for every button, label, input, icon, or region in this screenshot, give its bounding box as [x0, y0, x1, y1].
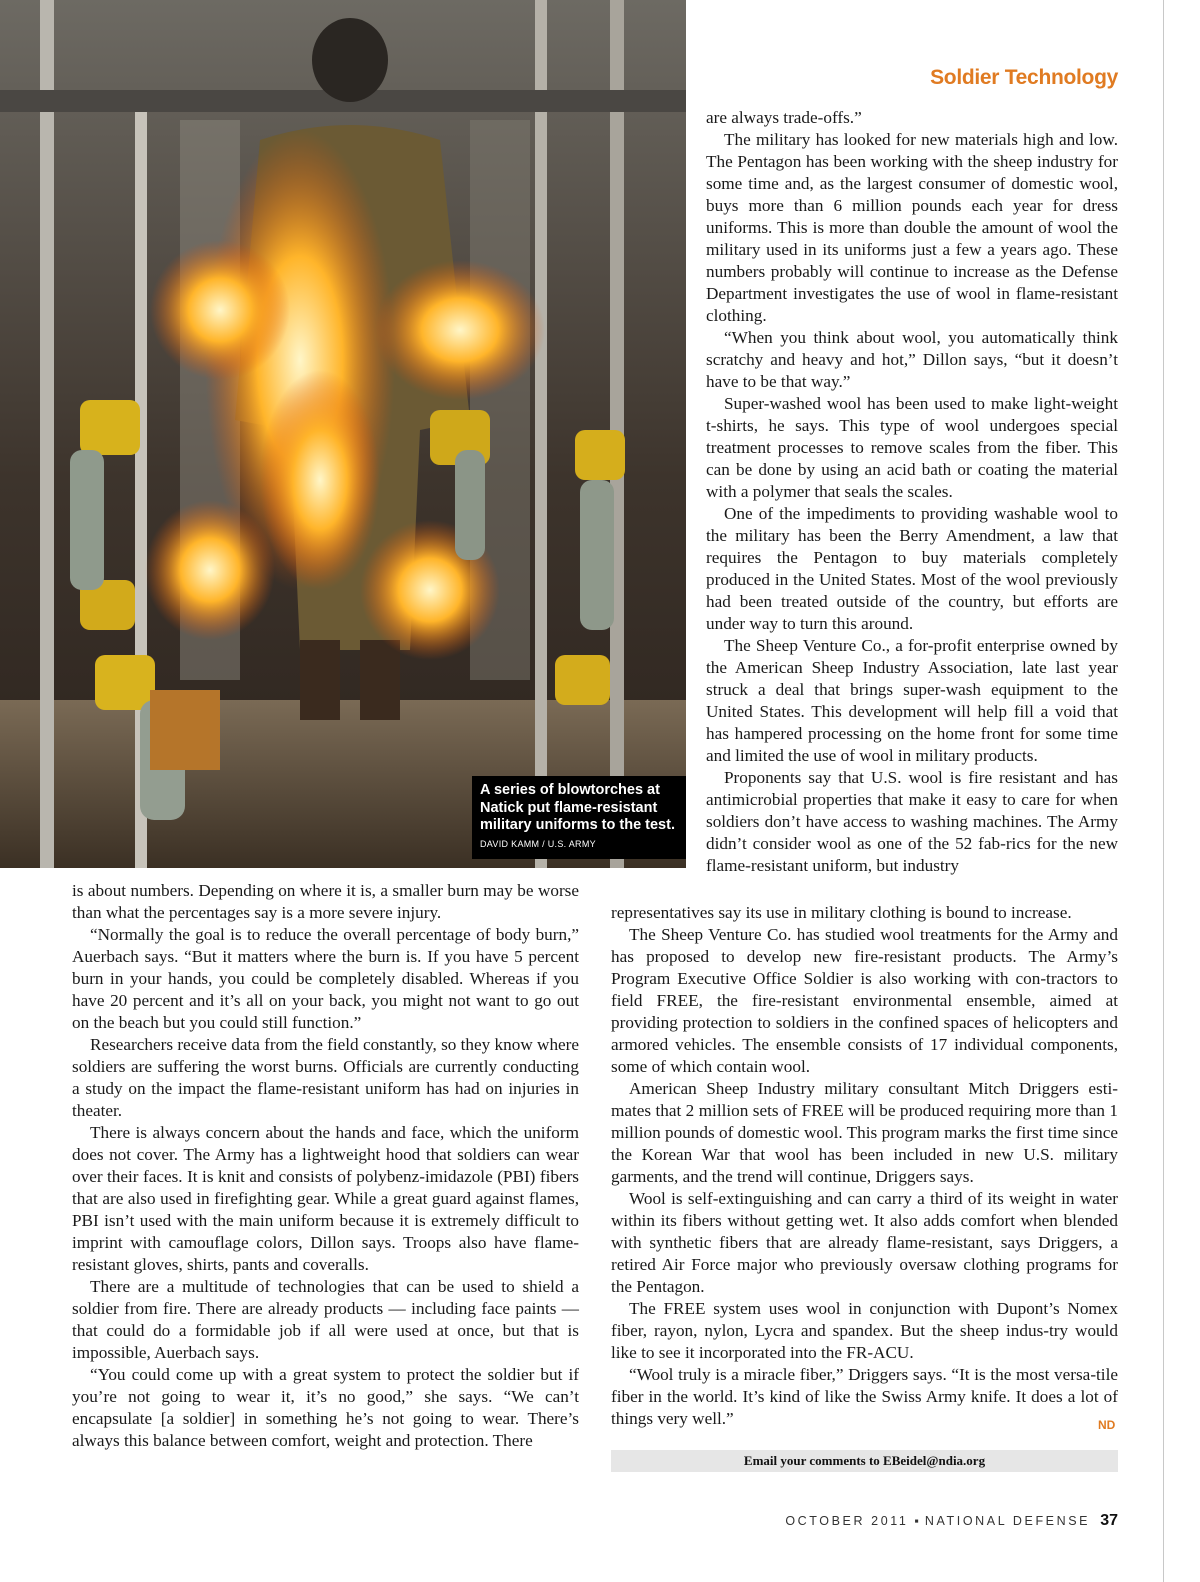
paragraph: Super-washed wool has been used to make light-weight t-shirts, he says. This type of wool undergoes special treatment processes to remove scales from the fiber. This can be done by using an acid bath or coating the material with a polymer that seals the scales. [706, 394, 1118, 501]
paragraph: The Sheep Venture Co., a for-profit enterprise owned by the American Sheep Industry Association, late last year struck a deal that brings super-wash equipment to the United States. This development will help fill a void that has hampered processing on the home front for some time and limited the use of wool in military products. [706, 636, 1118, 765]
paragraph: “When you think about wool, you automatically think scratchy and heavy and hot,” Dillon says, “but it doesn’t have to be that way.” [706, 328, 1118, 391]
page-footer [785, 1512, 1118, 1530]
photo-credit: DAVID KAMM / U.S. ARMY [480, 838, 596, 849]
section-title: Soldier Technology [930, 66, 1118, 89]
footer-separator: ▪ [914, 1514, 919, 1528]
paragraph: The military has looked for new materials high and low. The Pentagon has been working with the sheep industry for some time and, as the largest consumer of domestic wool, buys more than 6 million pounds each year for dress uniforms. This is more than double the amount of wool the military used in its uniforms just a few a years ago. These numbers probably will continue to increase as the Defense Department investigates the use of wool in flame-resistant clothing. [706, 130, 1118, 325]
email-comments-bar: Email your comments to EBeidel@ndia.org [611, 1450, 1118, 1472]
end-mark: ND [1098, 1418, 1116, 1432]
paragraph: is about numbers. Depending on where it is, a smaller burn may be worse than what the percentages say is a more severe injury. [72, 881, 579, 922]
photo-caption [472, 776, 686, 859]
paragraph: One of the impediments to providing washable wool to the military has been the Berry Amendment, a law that requires the Pentagon to buy materials completely produced in the United States. Most of the wool previously had been treated outside of the country, but efforts are under way to turn this around. [706, 504, 1118, 633]
paragraph: Researchers receive data from the field constantly, so they know where soldiers are suffering the worst burns. Officials are currently conducting a study on the impact the flame-resistant uniform has had on injuries in theater. [72, 1035, 580, 1120]
paragraph: “Normally the goal is to reduce the overall percentage of body burn,” Auerbach says. “But it matters where the burn is. If you have 5 percent burn in your hands, you could be completely disabled. Whereas if you have 20 percent and it’s all on your back, you might not want to go out on the beach but you could still function.” [72, 925, 579, 1032]
paragraph: “You could come up with a great system to protect the soldier but if you’re not going to wear it, it’s no good,” she says. “We can’t encapsulate [a soldier] in something he’s not going to wear. There’s always this balance between comfort, weight and protection. There [72, 1365, 579, 1450]
paragraph: “Wool truly is a miracle fiber,” Driggers says. “It is the most versa-tile fiber in the world. It’s kind of like the Swiss Army knife. It does a lot of things very well.” [611, 1365, 1118, 1428]
footer-publication: NATIONAL DEFENSE [924, 1514, 1091, 1528]
flame-test-photo-icon [0, 0, 686, 868]
paragraph: American Sheep Industry military consultant Mitch Driggers esti-mates that 2 million sets of FREE will be produced requiring more than 1 million pounds of domestic wool. This program marks the first time since the Korean War that wool has been included in new U.S. military garments, and the trend will continue, Driggers says. [611, 1079, 1118, 1186]
paragraph: There is always concern about the hands and face, which the uniform does not cover. The Army has a lightweight hood that soldiers can wear over their faces. It is knit and consists of polybenz-imidazole (PBI) fibers that are also used in firefighting gear. While a great guard against flames, PBI isn’t used with the main uniform because it is extremely difficult to imprint with camouflage colors, Dillon says. Troops also have flame-resistant gloves, shirts, pants and coveralls. [72, 1123, 579, 1274]
paragraph: The Sheep Venture Co. has studied wool treatments for the Army and has proposed to develop new fire-resistant products. The Army’s Program Executive Office Soldier is also working with con-tractors to field FREE, the fire-resistant environmental ensemble, aimed at providing protection to soldiers in the confined spaces of helicopters and armored vehicles. The ensemble consists of 17 individual components, some of which contain wool. [611, 925, 1118, 1076]
photo-caption-text: A series of blowtorches at Natick put flame-resistant military uniforms to the test. [480, 782, 675, 833]
left-column [72, 880, 579, 1452]
page-edge-rule [1163, 0, 1164, 1582]
footer-date: OCTOBER 2011 [785, 1514, 909, 1528]
paragraph: representatives say its use in military clothing is bound to increase. [611, 903, 1072, 922]
paragraph: There are a multitude of technologies that can be used to shield a soldier from fire. There are already products — including face paints — that could do a formidable job if all were used at once, but that is impossible, Auerbach says. [72, 1277, 579, 1362]
paragraph: The FREE system uses wool in conjunction with Dupont’s Nomex fiber, rayon, nylon, Lycra and spandex. But the sheep indus-try would like to see it incorporated into the FR-ACU. [611, 1299, 1118, 1362]
paragraph: Wool is self-extinguishing and can carry a third of its weight in water within its fibers without getting wet. It also adds comfort when blended with synthetic fibers that are already flame-resistant, says Driggers, a retired Air Force major who previously oversaw clothing programs for the Pentagon. [611, 1189, 1118, 1296]
right-column-top [706, 107, 1118, 877]
paragraph: Proponents say that U.S. wool is fire resistant and has antimicrobial properties that make it easy to care for when soldiers don’t have access to washing machines. The Army didn’t consider wool as one of the 52 fab-rics for the new flame-resistant uniform, but industry [706, 768, 1118, 875]
flame-test-photo [0, 0, 686, 868]
paragraph: are always trade-offs.” [706, 108, 862, 127]
right-column-bottom [611, 902, 1118, 1430]
page-number: 37 [1100, 1512, 1118, 1529]
